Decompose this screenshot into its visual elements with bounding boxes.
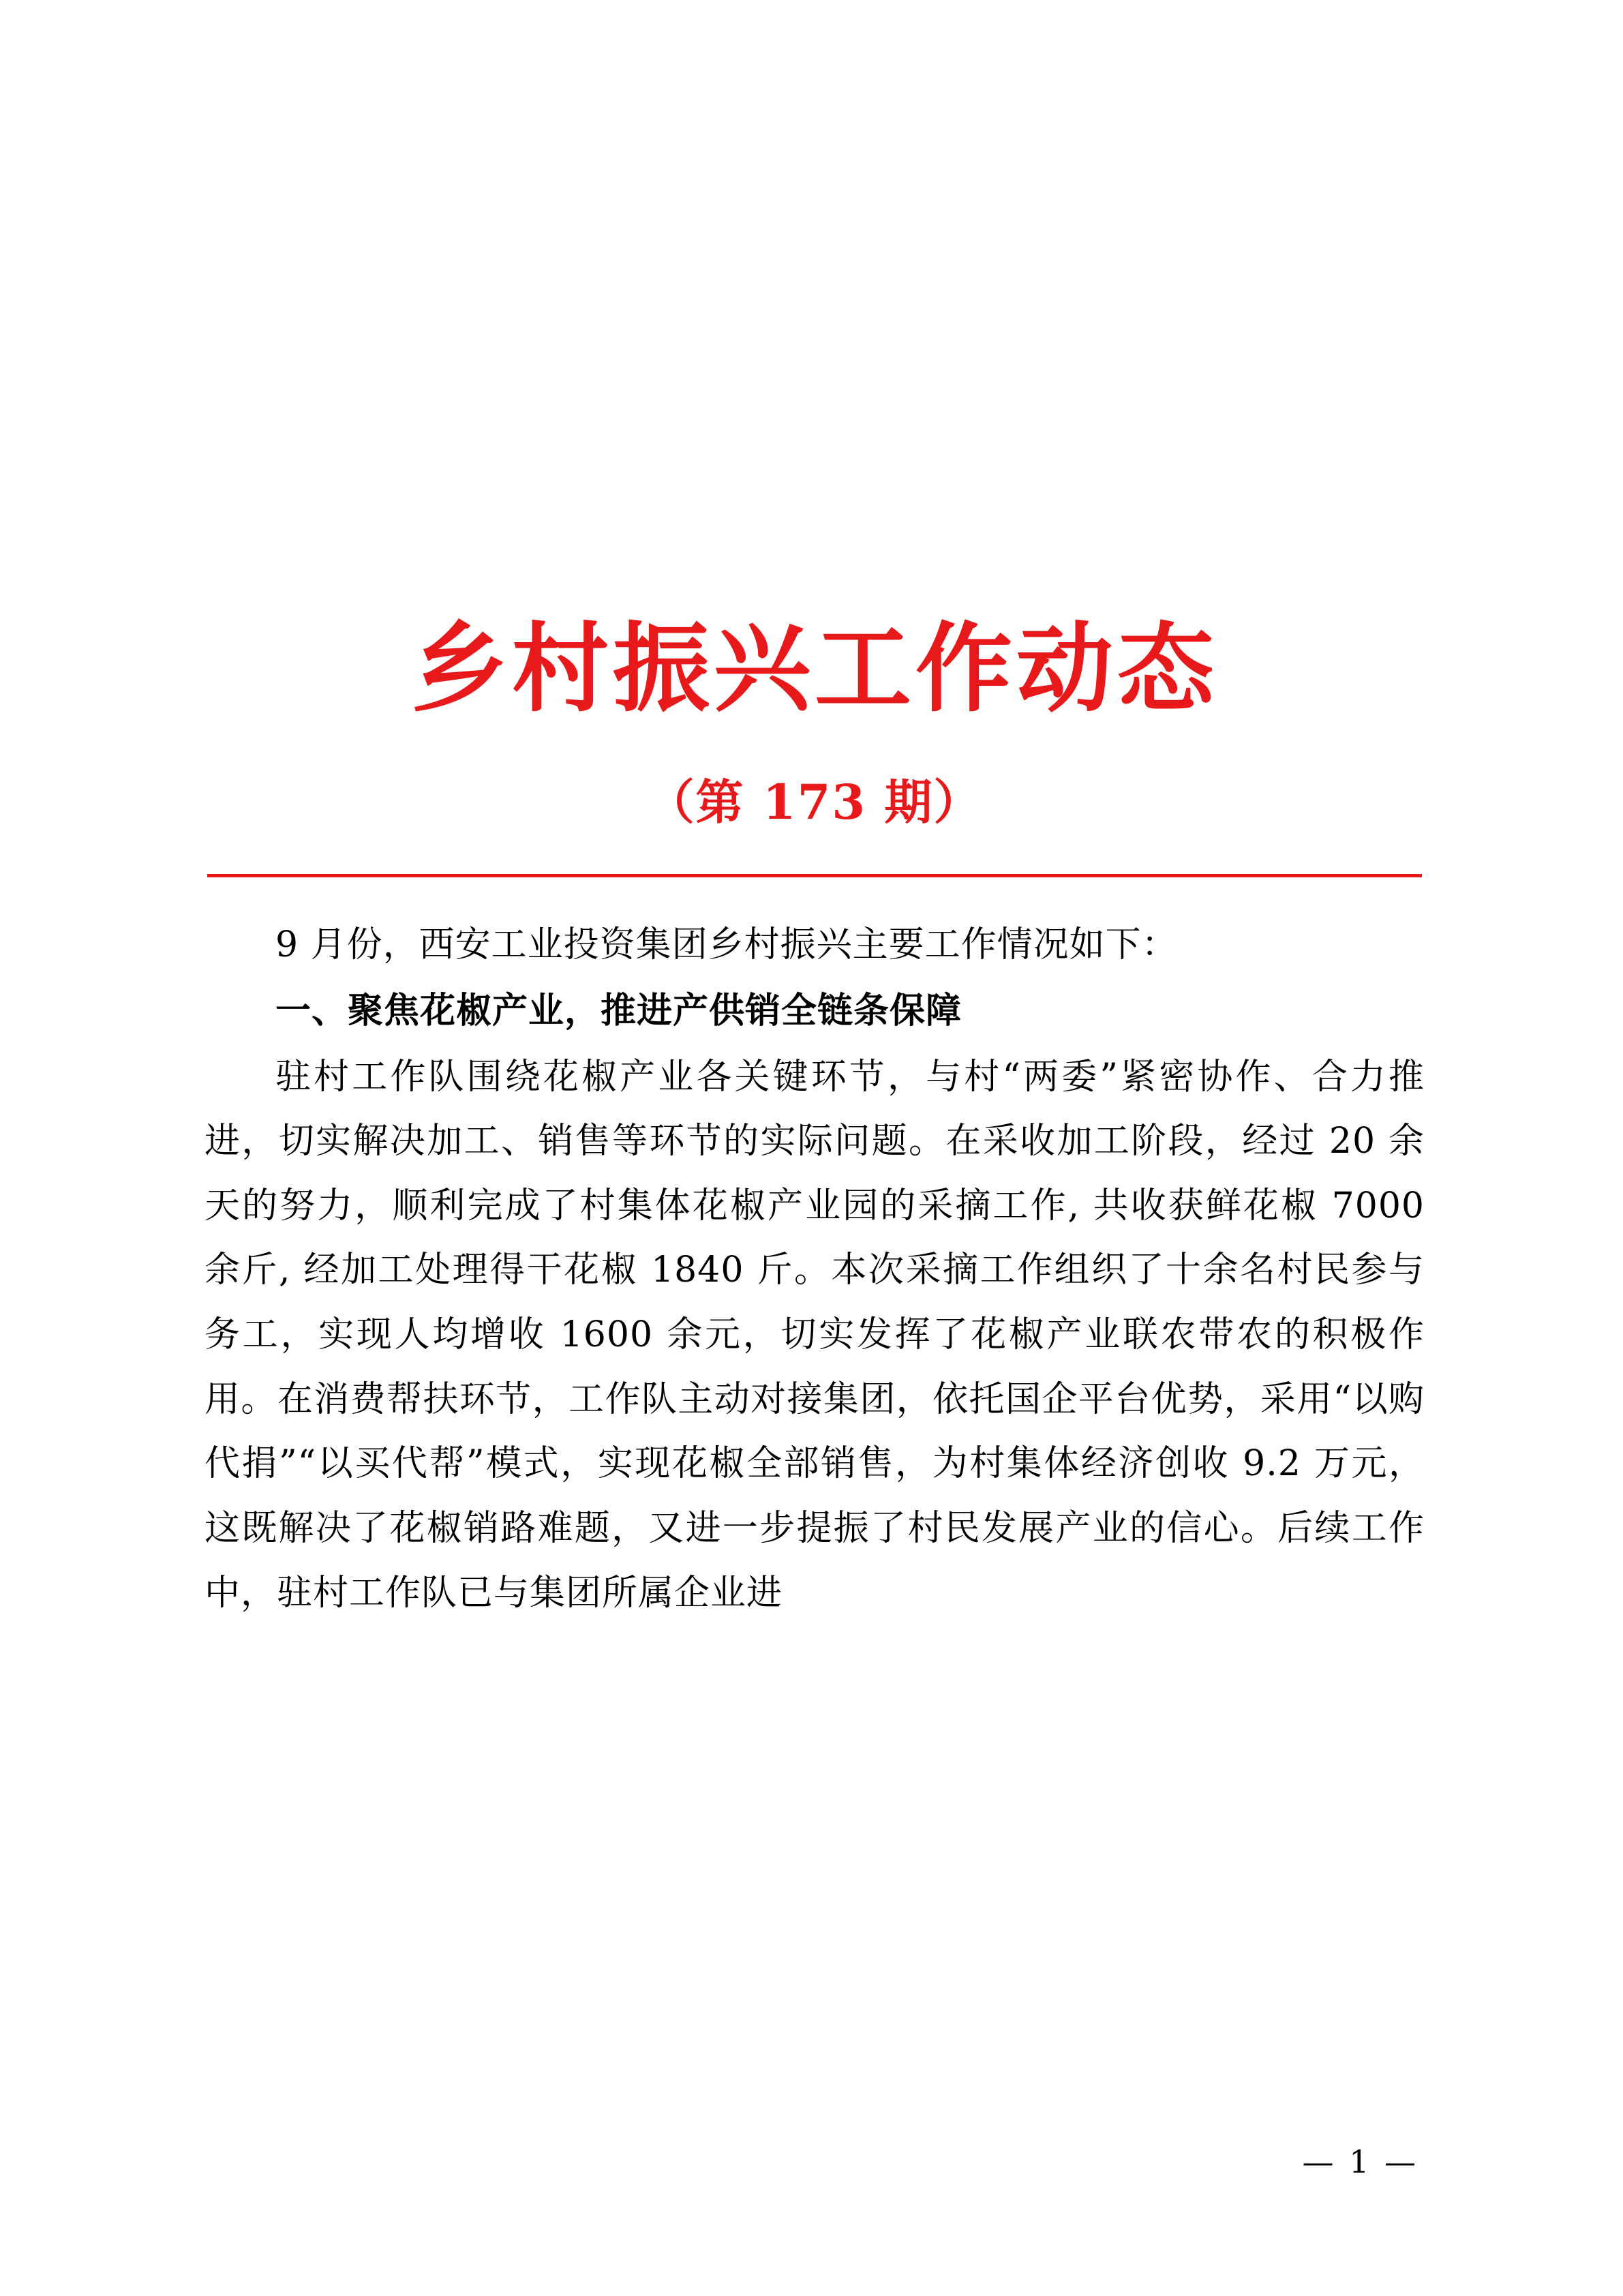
page-title: 乡村振兴工作动态 xyxy=(411,612,1218,725)
paragraph-section-1-body: 驻村工作队围绕花椒产业各关键环节，与村“两委”紧密协作、合力推进，切实解决加工、销售等环节的实际问题。在采收加工阶段，经过 20 余天的努力，顺利完成了村集体花椒产业园的采摘工作, 共收获鲜花椒 7000 余斤, 经加工处理得干花椒 1840 斤。本次采摘工作组织了十余名村民参与务工，实现人均增收 1600 余元，切实发挥了花椒产业联农带农的积极作用。在消费帮扶环节，工作队主动对接集团，依托国企平台优势，采用“以购代捐”“以买代帮”模式，实现花椒全部销售，为村集体经济创收 9.2 万元，这既解决了花椒销路难题，又进一步提振了村民发展产业的信心。后续工作中，驻村工作队已与集团所属企业进 xyxy=(204,1056,1425,1614)
header-divider xyxy=(207,874,1422,877)
section-heading-1: 一、聚焦花椒产业，推进产供销全链条保障 xyxy=(275,989,962,1031)
page-number: — 1 — xyxy=(1302,2143,1419,2180)
document-body xyxy=(204,0,1425,1627)
paragraph-intro: 9 月份，西安工业投资集团乡村振兴主要工作情况如下： xyxy=(275,924,1178,966)
issue-number: （第 173 期） xyxy=(646,774,983,831)
article-content xyxy=(204,913,1425,1625)
